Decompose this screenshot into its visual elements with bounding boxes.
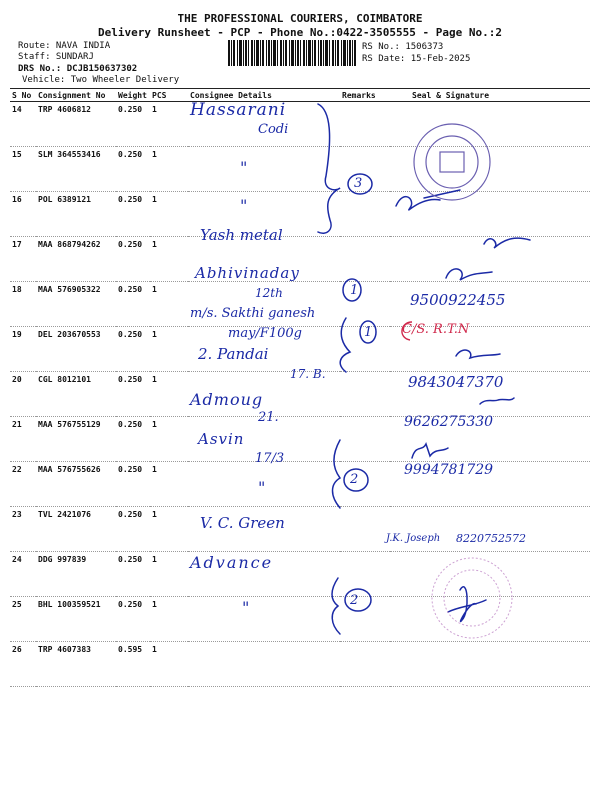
hw-phone-21: 9626275330 [404,414,494,430]
row-consignment-no: TVL 2421076 [36,507,116,552]
col-sno: S No [10,89,36,102]
barcode [228,40,356,66]
row-pcs: 1 [150,597,188,642]
hw-consignee-23: " [258,478,266,497]
row-remarks [340,642,390,687]
hw-red-signature-19: C/S. R.T.N [402,322,470,337]
hw-remark-23: 2 [350,472,359,487]
runsheet-subtitle: Delivery Runsheet - PCP - Phone No.:0422-3505555 - Page No.:2 [98,26,502,39]
row-sno: 24 [10,552,36,597]
company-title: THE PROFESSIONAL COURIERS, COIMBATORE [177,12,423,25]
row-sno: 22 [10,462,36,507]
hw-remark-19: 1 [364,325,373,340]
hw-consignee-25: Advance [190,553,274,572]
hw-phone-18: 9500922455 [410,291,506,309]
row-consignment-no: SLM 364553416 [36,147,116,192]
row-seal-signature [390,147,590,192]
row-consignment-no: MAA 576905322 [36,282,116,327]
row-pcs: 1 [150,417,188,462]
row-weight: 0.250 [116,327,150,372]
drs-number: DRS No.: DCJB150637302 [18,64,138,74]
hw-signature-24: J.K. Joseph [386,533,441,544]
row-sno: 26 [10,642,36,687]
row-weight: 0.250 [116,597,150,642]
row-seal-signature [390,102,590,147]
row-remarks [340,147,390,192]
table-row [10,102,590,147]
row-sno: 18 [10,282,36,327]
hw-consignee-14: Hassarani [190,100,287,120]
row-remarks [340,192,390,237]
row-seal-signature [390,192,590,237]
staff-info: Staff: SUNDARJ [18,52,94,62]
table-header-row [10,89,590,102]
col-remarks: Remarks [340,89,390,102]
row-pcs: 1 [150,327,188,372]
row-consignment-no: TRP 4606812 [36,102,116,147]
table-row [10,147,590,192]
table-row [10,642,590,687]
row-pcs: 1 [150,372,188,417]
row-seal-signature [390,597,590,642]
hw-consignee-20b: 17. B. [290,367,326,381]
row-pcs: 1 [150,147,188,192]
rs-number: RS No.: 1506373 [362,42,444,52]
row-pcs: 1 [150,507,188,552]
row-seal-signature [390,552,590,597]
row-pcs: 1 [150,642,188,687]
row-weight: 0.250 [116,192,150,237]
row-remarks [340,372,390,417]
row-weight: 0.250 [116,237,150,282]
hw-consignee-19b: may/F100g [228,326,302,341]
hw-consignee-14b: Codi [258,122,289,137]
table-row [10,417,590,462]
row-consignment-no: POL 6389121 [36,192,116,237]
row-consignment-no: TRP 4607383 [36,642,116,687]
hw-consignee-18b: 12th [255,286,283,300]
col-weight: Weight [116,89,150,102]
route-info: Route: NAVA INDIA [18,41,111,51]
row-sno: 14 [10,102,36,147]
row-pcs: 1 [150,102,188,147]
hw-consignee-16: " [240,196,248,215]
row-remarks [340,237,390,282]
col-consignee: Consignee Details [188,89,340,102]
row-sno: 15 [10,147,36,192]
row-weight: 0.250 [116,147,150,192]
row-remarks [340,417,390,462]
row-sno: 21 [10,417,36,462]
hw-consignee-21b: 21. [258,410,279,425]
row-seal-signature [390,237,590,282]
table-row [10,597,590,642]
hw-remark-18: 1 [350,283,359,298]
row-weight: 0.250 [116,372,150,417]
row-remarks [340,597,390,642]
row-remarks [340,102,390,147]
row-consignee-details [188,597,340,642]
hw-consignee-21: Admoug [190,390,264,409]
rs-date: RS Date: 15-Feb-2025 [362,54,471,64]
row-pcs: 1 [150,237,188,282]
row-weight: 0.250 [116,282,150,327]
row-sno: 23 [10,507,36,552]
row-consignment-no: BHL 100359521 [36,597,116,642]
hw-consignee-22: Asvin [198,430,245,448]
row-weight: 0.250 [116,102,150,147]
row-consignment-no: DDG 997839 [36,552,116,597]
row-pcs: 1 [150,552,188,597]
row-sno: 19 [10,327,36,372]
hw-consignee-22b: 17/3 [255,451,285,466]
row-pcs: 1 [150,462,188,507]
row-remarks [340,507,390,552]
hw-consignee-26: " [242,598,250,617]
row-remarks [340,282,390,327]
row-weight: 0.250 [116,462,150,507]
col-pcs: PCS [150,89,188,102]
row-pcs: 1 [150,282,188,327]
table-row [10,192,590,237]
row-sno: 20 [10,372,36,417]
row-consignment-no: MAA 576755129 [36,417,116,462]
row-consignee-details [188,147,340,192]
row-weight: 0.595 [116,642,150,687]
col-seal-signature: Seal & Signature [390,89,590,102]
hw-remark-26: 2 [350,593,359,608]
row-weight: 0.250 [116,417,150,462]
hw-consignee-19: m/s. Sakthi ganesh [190,306,316,321]
row-consignment-no: CGL 8012101 [36,372,116,417]
row-consignment-no: MAA 576755626 [36,462,116,507]
hw-consignee-24: V. C. Green [200,514,285,532]
row-consignment-no: DEL 203670553 [36,327,116,372]
row-sno: 25 [10,597,36,642]
hw-phone-24: 8220752572 [456,532,526,545]
table-row [10,552,590,597]
row-sno: 17 [10,237,36,282]
row-pcs: 1 [150,192,188,237]
col-consignment: Consignment No [36,89,116,102]
row-weight: 0.250 [116,507,150,552]
hw-consignee-15: " [240,158,248,177]
hw-consignee-17: Yash metal [200,226,283,244]
row-seal-signature [390,642,590,687]
row-sno: 16 [10,192,36,237]
hw-phone-22: 9994781729 [404,462,494,478]
hw-consignee-18: Abhivinaday [195,264,300,282]
row-consignment-no: MAA 868794262 [36,237,116,282]
hw-phone-20: 9843047370 [408,373,504,391]
hw-remark-15: 3 [354,176,363,191]
hw-consignee-20: 2. Pandai [198,345,269,363]
row-remarks [340,462,390,507]
vehicle-info: Vehicle: Two Wheeler Delivery [22,75,180,85]
table-row [10,237,590,282]
table-row [10,462,590,507]
row-weight: 0.250 [116,552,150,597]
row-remarks [340,552,390,597]
row-consignee-details [188,642,340,687]
